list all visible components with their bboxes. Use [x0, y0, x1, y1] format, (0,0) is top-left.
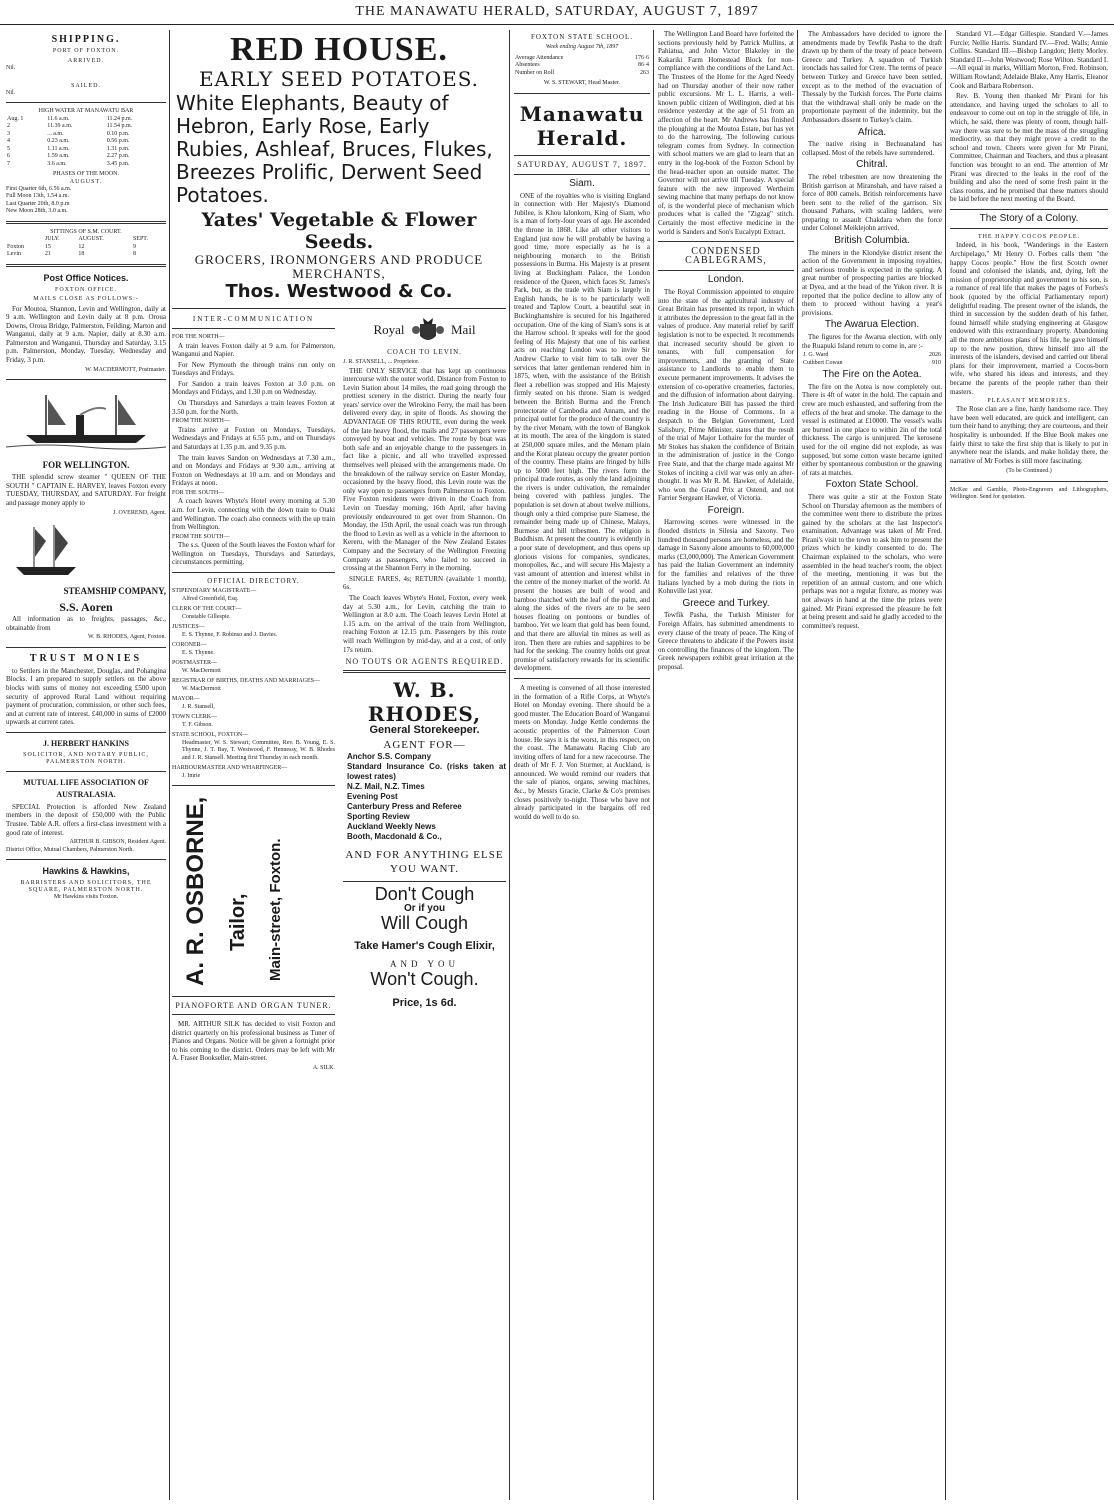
train-8: The s.s. Queen of the South leaves the Foxton wharf for Wellington on Tuesdays, Thursdays and Saturdays, circumstances permitting. — [172, 541, 335, 567]
directory-label: TOWN CLERK— — [172, 714, 218, 721]
silk-text: MR. ARTHUR SILK has decided to visit Foxton and district quarterly on his professional business as Tuner of Pianos and Organs. Notice will be given a fortnight prior to his coming to the district. Orders may be left with Mr A. Fraser Bookseller, Main-street. — [172, 1020, 335, 1063]
tide-cell: ... a.m. — [47, 130, 64, 137]
herald-nameplate: Manawatu Herald. — [519, 101, 645, 150]
steamship-icon — [6, 385, 166, 455]
directory-value: E. S. Thynne. — [182, 649, 215, 656]
court-cell: 9 — [132, 243, 136, 250]
absent-value: 86·4 — [638, 62, 649, 68]
tide-row — [6, 153, 166, 161]
greece-text: Tewfik Pasha, the Turkish Minister for Foreign Affairs, has submitted amendments to every clause of the treaty of peace. The King of Greece threatens to abdicate if the Powers insist on controlling the finances of the kingdom. The Greek newspapers exhibit great irritation at the proposal. — [658, 611, 794, 671]
royal-mail-heading — [343, 316, 506, 346]
court-cell: 12 — [78, 243, 85, 250]
court-cell: 8 — [132, 251, 136, 257]
arrived-value: Nil. — [6, 65, 16, 71]
tide-row — [6, 138, 166, 146]
london-heading: London. — [707, 274, 745, 286]
moon-phase: New Moon 28th, 3.0 a.m. — [6, 208, 68, 214]
agent-item: Booth, Macdonald & Co., — [347, 832, 442, 842]
fss-heading: Foxton State School. — [825, 479, 919, 491]
tide-row — [6, 146, 166, 154]
tide-cell: 0.23 a.m. — [47, 138, 70, 144]
directory-value: W. MacDermott — [182, 667, 221, 674]
train-5: Trains arrive at Foxton on Mondays, Tuesdays, Wednesdays and Fridays at 6.55 p.m., and on Thursdays and Saturdays at 1.35 p.m. and 9.35 p.m. — [172, 425, 335, 451]
awarua-heading: The Awarua Election. — [824, 319, 920, 331]
for-south-label: FOR THE SOUTH— — [172, 489, 225, 496]
directory-label: POSTMASTER— — [172, 660, 218, 667]
gibson-address: District Office, Mutual Chambers, Palmerston North. — [6, 846, 134, 853]
to-be-continued: (To be Continued.) — [1006, 468, 1052, 475]
trust-monies-heading: TRUST MONIES — [29, 652, 143, 664]
coach-fares: SINGLE FARES, 4s; RETURN (available 1 month), 6s. — [343, 574, 506, 592]
directory-value: Headmaster, W. S. Stewart; Committee, Rev. B. Young, E. S. Thynne, J. T. Bay, T. Westwood, F. Hennessy, W. B. Rhodes and J. R. Stansell. Meeting first Thursday in each month. — [182, 739, 335, 761]
post-office-heading: Post Office Notices. — [43, 272, 129, 283]
directory-value: Constable Gillespie. — [182, 613, 231, 620]
court-row — [6, 251, 166, 259]
train-1: A train leaves Foxton daily at 9 a.m. for Palmerston, Wanganui and Napier. — [172, 341, 335, 359]
moon-phase: First Quarter 6th, 6.56 a.m. — [6, 185, 72, 192]
tide-cell: 11.54 p.m. — [106, 123, 133, 129]
overend-agent: J. OVEREND, Agent. — [113, 509, 166, 516]
agent-item: Evening Post — [347, 792, 398, 802]
tide-cell: 3 — [7, 130, 10, 137]
coach-text: THE ONLY SERVICE that has kept up continuous intercourse with the outer world. Distance from Foxton to Levin Station about 14 miles, the road going through the prettiest scenery in the district. During the nearly four years' service over the Wirokino Ferry, the mail has been delivered every day, in spite of floods. As showing the ADVANTAGE OF THIS ROUTE, even during the week of the late heavy flood, the mails and 27 passengers were conveyed by boat and vehicles. The route by boat was both safe and an enjoyable change to the passengers in fact like a picnic, and all who travelled expressed themselves well pleased with the arrangements made. On the breakdown of the railway service on Easter Monday, occasioned by the heavy flood, this Levin route was the only way open to passengers from Palmerston to Foxton. Five Foxton residents were driven in the Coach from Levin on Tuesday morning, 16th April, after having previously endeavoured to get over from Shannon. On Monday, the 15th April, the usual coach was run through the flood to Levin as well as a vehicle in the afternoon to Kereru, with the Manager of the New Zealand Estates Company and the Secretary of the Wellington Freezing Company as passengers, who failed to succeed in crossing at the Shannon Ferry in the morning. — [343, 366, 506, 573]
tide-cell: 11.24 p.m. — [106, 115, 133, 122]
column-2 — [172, 30, 506, 1500]
sailed-label: SAILED. — [71, 82, 101, 89]
tide-row — [6, 123, 166, 131]
court-header-cell: JULY. — [44, 236, 60, 242]
trust-text: to Settlers in the Manchester, Douglas, and Pohangina Blocks. I am prepared to supply settlers on the above blocks with sums of money not exceeding £500 upon security of approved Rural Land without requiring payment of procuration, commission, or other such fees, and at current rate of interest. £40,000 in sums of £2000 upwards at current rates. — [6, 666, 166, 727]
moon-month: AUGUST. — [69, 178, 103, 185]
piano-heading: PIANOFORTE AND ORGAN TUNER. — [175, 1001, 332, 1011]
awarua-row — [802, 360, 942, 368]
tide-cell: 11.39 a.m. — [47, 123, 73, 129]
cocos-heading: THE HAPPY COCOS PEOPLE. — [977, 234, 1081, 241]
siam-heading: Siam. — [569, 178, 595, 190]
from-north-label: FROM THE NORTH— — [172, 418, 230, 425]
red-house-heading: RED HOUSE. — [230, 31, 448, 68]
intercom-column — [172, 316, 335, 1500]
or-if-you: Or if you — [403, 902, 446, 914]
column-1 — [6, 30, 166, 1500]
sailing-ship-illustration — [6, 521, 166, 581]
avg-label: Average Attendance — [515, 54, 564, 61]
agent-item: Sporting Review — [347, 812, 410, 822]
silk-signature: A. SILK. — [312, 1065, 335, 1072]
stansell-proprietor: J. R. STANSELL, ... Proprietor. — [343, 359, 420, 365]
royal-right: Mail — [451, 321, 476, 337]
hankins-sub: SOLICITOR, AND NOTARY PUBLIC, PALMERSTON NORTH. — [23, 751, 149, 765]
anything-else: AND FOR ANYTHING ELSE YOU WANT. — [345, 849, 504, 876]
tide-table — [6, 116, 166, 169]
chitral-text: The rebel tribesmen are now threatening the British garrison at Miranshah, and have raised a force of 800 camels. British reinforcements have been sent to the relief of the garrison. Six thousand Pathans, with scaling ladders, were preparing to assault Chakdara when the force under Colonel Meiklejohn arrived. — [802, 172, 942, 233]
price: Price, 1s 6d. — [392, 997, 457, 1010]
yates-seeds: Yates' Vegetable & Flower Seeds. — [201, 209, 477, 253]
directory-value: T. F. Gibson. — [182, 721, 213, 728]
wont-cough: Won't Cough. — [370, 968, 479, 989]
col5-text: The Ambassadors have decided to ignore the amendments made by Tewfik Pasha to the draft drawn up by them of the treaty of peace between Greece and Turkey. A squadron of Turkish ironclads has sailed for Crete. The terms of peace between Turkey and Greece have been settled, except as to the method of the evacuation of Thessaly by the Turkish forces. The Porte claims that the withdrawal shall only be made on the proportionate payment of the indemnity, but the Ambassadors dissent to Turkey's claim. — [802, 30, 942, 124]
rhodes-heading: W. B. RHODES, — [367, 678, 482, 727]
directory-value: Alfred Greenfield, Esq. — [182, 595, 239, 602]
court-table — [6, 236, 166, 259]
column-4 — [658, 30, 794, 1500]
chitral-heading: Chitral. — [856, 159, 888, 171]
tide-cell: 1.31 p.m. — [106, 145, 130, 152]
aotea-heading: The Fire on the Aotea. — [822, 369, 922, 381]
attendance-table — [514, 55, 650, 78]
directory-label: STATE SCHOOL, FOXTON— — [172, 732, 249, 739]
potato-varieties: White Elephants, Beauty of Hebron, Early Rose, Early Rubies, Ashleaf, Bruces, Flukes, Breezes Prolific, Derwent Seed Potatoes. — [176, 91, 493, 207]
steamship-company: STEAMSHIP COMPANY, — [63, 586, 166, 597]
intercom-heading: INTER-COMMUNICATION — [192, 316, 315, 323]
foreign-text: Harrowing scenes were witnessed in the flooded districts in Silesia and Saxony. Two hundred thousand persons are homeless, and the damage in Saxony alone amounts to 60,000,000 marks (£3,000,000). The American Government has paid the Italian Government an indemnity for the families and relatives of the three Italians lynched by a mob during the riots in Kohnville last year. — [658, 518, 794, 596]
siam-text: ONE of the royalties who is visiting England in connection with Her Majesty's Diamond Jubilee, is Khou lalonkorn, King of Siam, who is a man of forty-four years of age. He ascended the throne in 1868. Like all other visitors to England just now he will probably be having a good time, more especially as he is a neighbouring monarch to the British possessions in Burma. His Majesty is at present living at Buckingham Palace, the London residence of the Queen, which faces St. James's Park, but, as the trade with Siam is largely in English hands, he is to be particularly well treated and Taplow Court, a beautiful seat in Buckinghamshire is secured for his Ingathered occupation. One of the king of Siam's sons is at the Harrow school. It speaks well for the good feeling of His Majesty that one of his earliest acts on reaching London was to invite Sir Andrew Clarke to visit him to talk over the services that latter gentleman rendered him in 1875, when, with the assistance of the British fleet a rebellion was stopped and His Majesty firmly seated on his throne. Siam is wedged between the British Burma and the French protectorate of Cambodia and Annam, and the principal outlet for the produce of the country is by the river Menam, with the town of Bangkok at its mouth. The area of the kingdom is stated at 250,000 square miles, and the Menam plain and the Korat plateau occupy the greater portion of the country. These plains are fringed by hills up to 5000 feet high. The rivers form the principal trade routes, as only the land adjoining the rivers is under cultivation, the remainder being covered with pathless jungles. The population is set down at about twelve millions, though only a third comprise pure Siamese, the remainder being made up of Chinese, Malays, Burmese and hill tribesmen. The religion is Buddhism. At present the country is evidently in a poor state of development, and thus opens up glorious visions for companies, syndicates, monopolies, &c., and will secure His Majesty a vast amount of attention and interest whilst in the centre of the money market of the world. At present the houses are built of wood and bamboo thatched with the leaf of the palm, and along the sides of the rivers are to be seen houses floating on pontoons or bundles of bamboo. Yet we learn that gold has been found, and that there are alluvial tin mines as well as iron. Then there are rubies and sapphires to be had for the seeking. The country holds out great promise of satisfactory rewards for its scientific development. — [514, 191, 650, 673]
agents-list — [343, 752, 506, 842]
tide-row — [6, 116, 166, 124]
agent-item: Anchor S.S. Company — [347, 752, 432, 762]
agent-item: Standard Insurance Co. (risks taken at lowest rates) — [347, 762, 506, 782]
printers-ad: McKee and Gamble, Photo-Engravers and Lithographers, Wellington. Send for quotation. — [950, 486, 1108, 501]
court-cell: 21 — [44, 251, 51, 257]
directory-label: CORONER— — [172, 642, 207, 649]
royal-left: Royal — [373, 321, 405, 337]
court-heading: SITTINGS OF S.M. COURT. — [50, 228, 122, 235]
sailing-ship-icon — [6, 521, 166, 581]
directory-value: W. MacDermott — [182, 685, 221, 692]
ss-name: S.S. Aoren — [59, 600, 113, 615]
aotea-text: The fire on the Aotea is now completely out. There is 4ft of water in the hold. The captain and crew are much exhausted, and suffering from the effects of the heat and smoke. The damage to the vessel is estimated at £10000. The vessel's walls are burned in one place to within 2in of the total thickness. The cargo is uninjured. The kerosene used for the oil engine did not explode, as was supposed, but some cotton waste became ignited either by spontaneous combustion or the gnawing of rats at matches. — [802, 382, 942, 477]
bc-text: The miners in the Klondyke district resent the action of the Government in imposing royalties, and serious trouble is expected in the spring. A great number of prospecting parties are blocked at Dyea, and at the head of the Yukon river. It is reported that the police decline to allow any of them to proceed without having a year's provisions. — [802, 248, 942, 317]
tide-row — [6, 161, 166, 169]
and-you: AND YOU — [390, 959, 459, 970]
sailed-value: Nil. — [6, 89, 16, 96]
court-cell: 15 — [44, 243, 51, 250]
grocers-line: GROCERS, IRONMONGERS AND PRODUCE MERCHANTS, — [194, 252, 484, 281]
cables-text: The Royal Commission appointed to enquire into the state of the agricultural industry of Great Britain has presented its report, in which it attributes the depression to the great fall in the values of produce. Any material relief by tariff legislation is not to be expected. It recommends that increased security should be given to tenants, with full compensation for improvements, and the granting of State assistance to Landlords to enable them to execute permanent improvements. It advises the extension of co-operative creameries, factories, and the diffusion of information about dairying. The Irish Judicature Bill has passed the third reading in the House of Commons. In a despatch to the Belgian Government, Lord Salisbury, Prime Minister, states that the result of the trial of Major Lothaire for the murder of Mr Stokes has shaken the confidence of Britain in the administration of justice in the Congo Free State, and that the charge made against Mr Stokes of inciting a civil war was only an after-thought. It was Mr R. M. Hawker, of Adelaide, who won the Grand Prix at Ostend, and not Farrier Sergeant Hawker, of Victoria. — [658, 288, 794, 503]
candidate-votes: 2026 — [929, 352, 941, 359]
africa-text: The native rising in Bechuanaland has collapsed. Most of the rebels have surrendered. — [802, 140, 942, 157]
tide-cell: 4 — [7, 138, 10, 144]
no-touts: NO TOUTS OR AGENTS REQUIRED. — [345, 657, 504, 667]
agent-item: Canterbury Press and Referee — [347, 802, 462, 812]
candidate-name: Cuthbert Cowan — [803, 359, 843, 366]
memories-heading: PLEASANT MEMORIES. — [987, 398, 1071, 405]
tide-cell: 0.10 p.m. — [106, 130, 130, 137]
bc-heading: British Columbia. — [834, 235, 910, 247]
tide-cell: 3.6 a.m. — [47, 160, 67, 167]
africa-heading: Africa. — [857, 126, 887, 138]
for-wellington-heading: FOR WELLINGTON. — [42, 460, 130, 471]
greece-heading: Greece and Turkey. — [682, 597, 770, 609]
school-week: Week ending August 7th, 1897 — [545, 44, 619, 50]
westwood-heading: Thos. Westwood & Co. — [225, 281, 453, 302]
post-text: For Moutoa, Shannon, Levin and Wellington, daily at 9 a.m. Wellington and Levin daily at 8 p.m. Oroua Downs, Oroua Bridge, Palmerston, Feilding, Marton and Wanganui, daily at 9 a.m. Napier, daily at 8.30 a.m. Palmerston and Wanganui, Thursday and Saturday, 3.15 p.m. Palmerston, Monday, Tuesday, Wednesday and Friday, 3 p.m. — [6, 304, 166, 365]
school-report-heading: FOXTON STATE SCHOOL. — [531, 33, 633, 41]
agent-for: AGENT FOR— — [383, 738, 466, 751]
court-cell: 18 — [78, 251, 85, 257]
tide-cell: 7 — [7, 160, 10, 167]
column-3 — [514, 30, 650, 1500]
dont-cough: Don't Cough — [374, 884, 475, 905]
train-7: A coach leaves Whyte's Hotel every morning at 5.30 a.m. for Levin, connecting with the down train to Otaki and Wellington. The coach also connects with the up train from Wellington. — [172, 497, 335, 532]
directory-label: CLERK OF THE COURT— — [172, 606, 242, 613]
postmaster: W. MACDERMOTT, Postmaster. — [85, 366, 166, 373]
awarua-row — [802, 352, 942, 360]
column-5 — [802, 30, 942, 1500]
foreign-heading: Foreign. — [707, 504, 745, 516]
candidate-votes: 910 — [932, 359, 941, 366]
agent-item: Auckland Weekly News — [347, 822, 436, 832]
from-south-label: FROM THE SOUTH— — [172, 533, 230, 540]
tide-cell: Aug. 1 — [7, 115, 24, 122]
tide-cell: 2.27 p.m. — [106, 153, 130, 159]
tide-cell: 1.59 a.m. — [47, 153, 70, 159]
court-header-cell — [6, 236, 44, 244]
official-directory — [172, 588, 335, 780]
agent-item: N.Z. Mail, N.Z. Times — [347, 782, 425, 792]
osborne-ad — [172, 791, 335, 991]
memories-text: The Rose clan are a fine, hardy handsome race. They have been well educated, are quick and intelligent, can turn their hand to anything; they are courteous, and their hospitality is unbounded. If the Blue Book makes one fairly thirst to take the first ship that is likely to put in anywhere near the islands, and make holiday there, the narrative of Mr Forbes is still more fascinating. — [950, 405, 1108, 465]
moon-heading: PHASES OF THE MOON. — [53, 171, 119, 177]
port-heading: PORT OF FOXTON. — [52, 48, 120, 54]
mutual-text: SPECIAL Protection is afforded New Zealand members in the deposit of £50,000 with the Public Trustee. Table A.R. offers a first-class investment with a good rate of interest. — [6, 802, 166, 837]
awarua-table — [802, 352, 942, 367]
directory-label: HARBOURMASTER AND WHARFINGER— — [172, 765, 288, 772]
train-4: On Thursdays and Saturdays a train leaves Foxton at 3.50 p.m. for the North. — [172, 399, 335, 416]
train-3: For Sandon a train leaves Foxton at 3.0 p.m. on Mondays and Fridays, and 1.30 p.m on Wednesday. — [172, 379, 335, 397]
fss-text: There was quite a stir at the Foxton State School on Thursday afternoon as the members of the committee went there to distribute the prizes gained by the scholars at the last Inspector's examination. Advantage was taken of Mr Fred. Pirani's visit to the town to ask him to present the prizes which he kindly consented to do. The Chairman explained to the scholars, who were assembled in the head teacher's room, the object of the meeting, mentioning it was but the repetition of an annual custom, and one which perhaps was not a regular fixture, as money was not always in hand at the time the prizes were gained. Mr Pirani expressed the pleasure he felt at being present and said he gladly acceded to the committee's request. — [802, 492, 942, 630]
court-cell: Foxton — [7, 243, 25, 250]
osborne-trade: Tailor, — [227, 893, 249, 952]
gibson: ARTHUR B. GIBSON, Resident Agent. — [69, 839, 166, 846]
hamers-elixir: Take Hamer's Cough Elixir, — [354, 940, 495, 953]
court-cell: Levin — [7, 251, 21, 257]
col4-text: The Wellington Land Board have forfeited the sections previously held by Patrick Mullins, at Pahiatua, and John Victor Blakeley in the Kakariki Farm Homestead Block for non-compliance with the conditions of the Land Act. The Trustees of the Home for the Aged Needy had on Thursday another of their now rather public excursions. Mr L. L. Harris, a well-known public citizen of Wellington, died at his residence yesterday at the age of 51 from an affection of the heart. Mr Andrews has finished the ploughing at the Moutoa Estate, but has yet to do the harrowing. The following curious telegram comes from Sydney. In connection with school matters we are glad to learn that an entry in the log-book of the Foxton School by the head-teacher upon an outside matter. The Governor will not arrive till Tuesday. A special feature with the new improved Wertheim sewing machine that many perhaps do not know of, is the wonderful piece of mechanism which produces what is called the "Zigzag" stitch. Certainly the most effective medicine in the world is Sanders and Son's Eucalypti Extract. — [658, 30, 794, 236]
roll-value: 263 — [640, 69, 649, 76]
directory-label: REGISTRAR OF BIRTHS, DEATHS AND MARRIAGES— — [172, 678, 320, 685]
court-row — [6, 244, 166, 252]
colony-text: Indeed, in his book, "Wanderings in the Eastern Archipelago," Mr Henry O. Forbes calls them "the happy Cocos people." How the first Scotch owner found and colonised the islands, and, dying, left the mission of proprietorship and government to his son, is a romance of real life that makes the pages of Forbes's book (quoted by the official Parliamentary report) delightful reading. The present owner of the islands, the third in succession by the sudden death of his father, found himself while studying engineering at Glasgow endowed with this extraordinary property. Abandoning all the more ambitious plans of his life, he gave himself up to the new position, threw himself into all the interests of the islanders, devised and carried out liberal plans for their improvement, married a Cocos-born wife, who shared his ideas and interests, and they became the parents of the people rather than their masters. — [950, 241, 1108, 396]
osborne-name: A. R. OSBORNE, — [182, 796, 209, 987]
directory-label: MAYOR— — [172, 696, 200, 703]
directory-value: E. S. Thynne, F. Robinso and J. Davies. — [182, 631, 278, 638]
masthead-title: THE MANAWATU HERALD, SATURDAY, AUGUST 7, 1897 — [355, 4, 759, 19]
avg-value: 176·6 — [635, 54, 649, 61]
hawkins-sub: BARRISTERS AND SOLICITORS, THE SQUARE, PALMERSTON NORTH. — [20, 880, 152, 894]
column-6 — [950, 30, 1108, 1500]
coach-column — [343, 316, 506, 1500]
standards-list: Standard VI.—Edgar Gillespie. Standard V.—James Furcie; Nellie Harris. Standard IV.—Fred. Walls; Annie Collins. Standard III.—Bishop Langdon; Hetty Morley. Standard II.—John Westwood; Rose Wilton. Standard I.—All equal in marks, William Morton, Fred. Robinson, William Rowland; Adelaide Blake, Amy Harris, Eleanor Cook and Barbara Robertson. — [950, 30, 1108, 90]
tide-cell: 11.6 a.m. — [47, 115, 70, 122]
hankins: J. HERBERT HANKINS — [42, 738, 130, 748]
coach-text-2: The Coach leaves Whyte's Hotel, Foxton, every week day at 5.30 a.m., for Levin, catching the train to Wellington at 8.0 a.m. The Coach leaves Levin Hotel at 1.15 a.m. on the arrival of the train from Wellington, reaching Foxton at 12.15 p.m. Passengers by this route will reach Wellington by mid-day, and at a cost, of only 17s return. — [343, 593, 506, 654]
court-header-row — [6, 236, 166, 244]
tide-cell: 3.45 p.m. — [106, 160, 130, 167]
local-notes: A meeting is convened of all those interested in the formation of a Rifle Corps, at Whyte's Hotel on Monday evening. There should be a good muster. The Education Board of Wanganui meets on Monday. Judge Kettle condemns the acoustic properties of the Palmerston Court house. He says it is the worst, in this respect, on the coast. The Manawatu Racing Club are inviting offers of land for a new racecourse. The death of Mr F. J. Von Sturmer, at Auckland, is announced. We would remind our readers that the sale of pianos, organs, sewing machines, &c., by Messrs Gracie, Clarke & Co's premises closes positively to-night. Those who have not already participated in the bargains off red would do well to do so. — [514, 683, 650, 821]
masthead — [0, 4, 1114, 25]
high-water-heading: HIGH WATER AT MANAWATU BAR — [38, 108, 134, 114]
tide-cell: 5 — [7, 145, 10, 152]
will-cough: Will Cough — [380, 913, 469, 934]
hawkins-visit: Mr Hawkins visits Foxton. — [53, 894, 119, 901]
tide-cell: 0.56 p.m. — [106, 138, 130, 144]
issue-date: SATURDAY, AUGUST 7, 1897. — [517, 159, 647, 169]
arrived-label: ARRIVED. — [67, 58, 105, 64]
tide-row — [6, 131, 166, 139]
royal-crest-icon — [408, 316, 448, 346]
headmaster: W. S. STEWART, Head Master. — [543, 80, 621, 86]
for-north-label: FOR THE NORTH— — [172, 334, 225, 340]
ship-illustration — [6, 385, 166, 455]
absent-label: Absentees — [515, 62, 540, 68]
moon-phase: Full Moon 13th, 1.54 a.m. — [6, 193, 70, 199]
steamer-text: THE splendid screw steamer " QUEEN OF THE SOUTH " CAPTAIN E. HARVEY, leaves Foxton every TUESDAY, THURSDAY, and SATURDAY. For freight and passage money apply to — [6, 473, 166, 507]
mails-close: MAILS CLOSE AS FOLLOWS:- — [33, 295, 139, 302]
roll-label: Number on Roll — [515, 69, 554, 76]
official-directory-heading: OFFICIAL DIRECTORY. — [207, 577, 300, 586]
moon-phase-list — [6, 186, 166, 216]
directory-value: J. R. Stansell, — [182, 703, 215, 710]
directory-value: J. Imrie — [182, 772, 201, 779]
colony-heading: The Story of a Colony. — [979, 212, 1079, 224]
col6-text: Rev. B. Young then thanked Mr Pirani for his attendance, and having urged the scholars to all to endeavour to come out on top in the struggle of life, in which, he said, there was plenty of room, though half-way there was sure to be met the mass of the struggling mediocrity, so that they might prove a credit to the school and town. Cheers were given for Mr Pirani, Committee, Chairman and Teachers, and thus a pleasant function was brought to an end. The attention of Mr Pirani was directed to the leaks in the roof of the building and also the need of some fresh paint in the class rooms, and he promised that these matters should be laid before the next meeting of the Board. — [950, 92, 1108, 204]
coach-heading: COACH TO LEVIN. — [387, 348, 462, 356]
rhodes-agent: W. B. RHODES, Agent, Foxton. — [88, 634, 166, 641]
directory-label: JUSTICES— — [172, 624, 205, 631]
post-office-sub: FOXTON OFFICE. — [55, 286, 117, 293]
mutual-heading: MUTUAL LIFE ASSOCIATION OF AUSTRALASIA. — [23, 777, 149, 799]
ss-text: All information as to freights, passages, &c., obtainable from — [6, 615, 166, 632]
train-2: For New Plymouth the through trains run only on Tuesdays and Fridays. — [172, 360, 335, 378]
tide-cell: 1.11 a.m. — [47, 145, 70, 152]
early-seed-heading: EARLY SEED POTATOES. — [198, 67, 480, 91]
awarua-text: The figures for the Awarua election, with only the Ruapuki Island return to come in, are :- — [802, 333, 942, 350]
directory-label: STIPENDIARY MAGISTRATE— — [172, 588, 257, 595]
shipping-heading: SHIPPING. — [51, 34, 121, 45]
osborne-street: Main-street, Foxton. — [267, 838, 284, 982]
storekeeper: General Storekeeper. — [369, 724, 480, 737]
court-header-cell: AUGUST. — [78, 236, 104, 242]
hawkins-heading: Hawkins & Hawkins, — [42, 866, 130, 877]
candidate-name: J. G. Ward — [803, 352, 829, 359]
moon-phase: Last Quarter 20th, 8.0 p.m — [6, 200, 70, 207]
train-6: The train leaves Sandon on Wednesdays at 7.30 a.m., and on Mondays and Fridays at 9.30 a.m., arriving at Foxton on Wednesdays at 10 a.m. and on Mondays and Fridays at noon. — [172, 453, 335, 488]
court-header-cell: SEPT. — [132, 236, 149, 242]
cablegrams-heading: CONDENSED CABLEGRAMS, — [685, 246, 767, 266]
tide-cell: 2 — [7, 123, 10, 129]
tide-cell: 6 — [7, 153, 10, 159]
